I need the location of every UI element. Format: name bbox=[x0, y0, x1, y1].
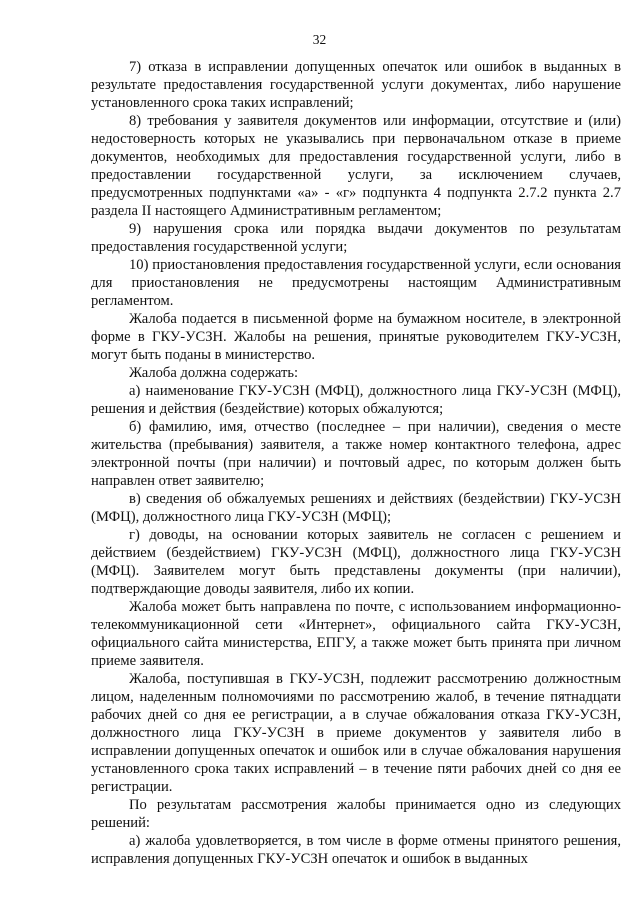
paragraph-contents-v: в) сведения об обжалуемых решениях и действиях (бездействии) ГКУ-УСЗН (МФЦ), должностного лица ГКУ-УСЗН (МФЦ); bbox=[91, 491, 621, 525]
paragraph-item-10-suspension: 10) приостановления предоставления государственной услуги, если основания для приостановления не предусмотрены настоящим Административным регламентом. bbox=[91, 257, 621, 309]
paragraph-outcome-a: а) жалоба удовлетворяется, в том числе в форме отмены принятого решения, исправления допущенных ГКУ-УСЗН опечаток и ошибок в выданных bbox=[91, 833, 621, 867]
document-body bbox=[91, 58, 621, 868]
paragraph-complaint-submission: Жалоба подается в письменной форме на бумажном носителе, в электронной форме в ГКУ-УСЗН. Жалобы на решения, принятые руководителем ГКУ-УСЗН, могут быть поданы в министерство. bbox=[91, 311, 621, 363]
paragraph-review-outcomes-intro: По результатам рассмотрения жалобы принимается одно из следующих решений: bbox=[91, 797, 621, 831]
paragraph-item-7-refusal-correction: 7) отказа в исправлении допущенных опечаток или ошибок в выданных в результате предоставления государственной услуги документах, либо нарушение установленного срока таких исправлений; bbox=[91, 59, 621, 111]
paragraph-contents-a: а) наименование ГКУ-УСЗН (МФЦ), должностного лица ГКУ-УСЗН (МФЦ), решения и действия (бездействие) которых обжалуются; bbox=[91, 383, 621, 417]
page-number: 32 bbox=[312, 32, 327, 47]
paragraph-item-8-document-requirement: 8) требования у заявителя документов или информации, отсутствие и (или) недостоверность которых не указывались при первоначальном отказе в приеме документов, необходимых для предоставления государственной услуги, либо в предоставлении государственной услуги, за исключением случаев, предусмотренных подпунктами «а» - «г» подпункта 4 подпункта 2.7.2 пункта 2.7 раздела II настоящего Административным регламентом; bbox=[91, 113, 621, 219]
paragraph-item-9-issuance-violation: 9) нарушения срока или порядка выдачи документов по результатам предоставления государственной услуги; bbox=[91, 221, 621, 255]
paragraph-contents-b: б) фамилию, имя, отчество (последнее – при наличии), сведения о месте жительства (пребывания) заявителя, а также номер контактного телефона, адрес электронной почты (при наличии) и почтовый адрес, по которым должен быть направлен ответ заявителю; bbox=[91, 419, 621, 489]
paragraph-complaint-contents-intro: Жалоба должна содержать: bbox=[129, 365, 299, 381]
paragraph-complaint-channels: Жалоба может быть направлена по почте, с использованием информационно-телекоммуникационной сети «Интернет», официального сайта ГКУ-УСЗН, официального сайта министерства, ЕПГУ, а также может быть принята при личном приеме заявителя. bbox=[91, 599, 621, 669]
paragraph-contents-g: г) доводы, на основании которых заявитель не согласен с решением и действием (бездействием) ГКУ-УСЗН (МФЦ), должностного лица ГКУ-УСЗН (МФЦ). Заявителем могут быть представлены документы (при наличии), подтверждающие доводы заявителя, либо их копии. bbox=[91, 527, 621, 597]
paragraph-review-deadlines: Жалоба, поступившая в ГКУ-УСЗН, подлежит рассмотрению должностным лицом, наделенным полномочиями по рассмотрению жалоб, в течение пятнадцати рабочих дней со дня ее регистрации, а в случае обжалования отказа ГКУ-УСЗН, должностного лица ГКУ-УСЗН в приеме документов у заявителя либо в исправлении допущенных опечаток и ошибок или в случае обжалования нарушения установленного срока таких исправлений – в течение пяти рабочих дней со дня ее регистрации. bbox=[91, 671, 621, 795]
